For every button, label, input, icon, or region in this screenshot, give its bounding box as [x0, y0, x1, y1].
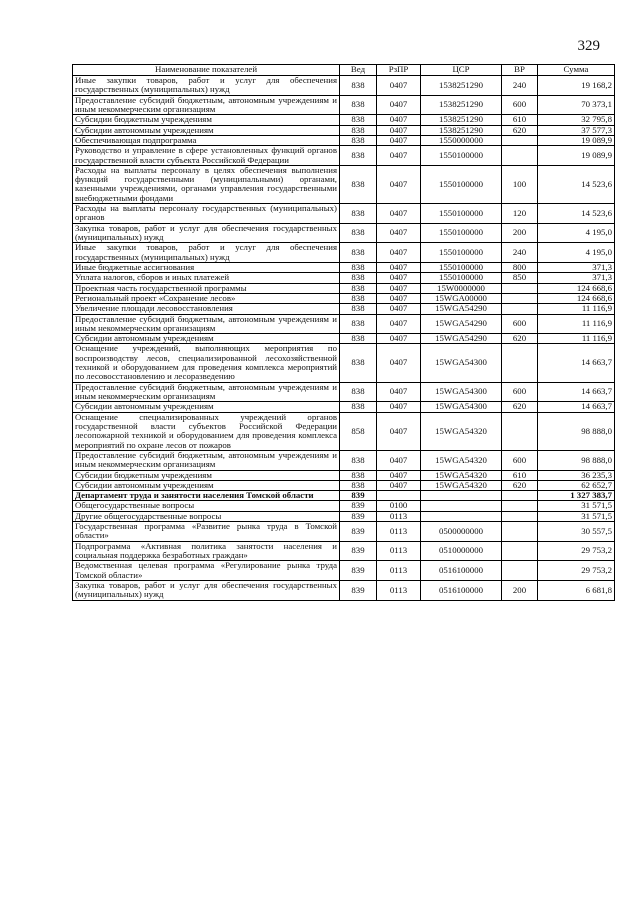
cell-sum: 29 753,2: [538, 541, 615, 561]
cell-sum: 14 523,6: [538, 204, 615, 224]
header-rzpr: РзПР: [377, 65, 421, 76]
cell-csr: [421, 491, 502, 501]
cell-ved: 839: [340, 541, 377, 561]
cell-csr: 15WGA54320: [421, 470, 502, 480]
cell-name: Предоставление субсидий бюджетным, автономным учреждениям и иным некоммерческим организациям: [73, 450, 340, 470]
table-row: [73, 450, 615, 470]
cell-rzpr: 0407: [377, 146, 421, 166]
cell-vr: [502, 304, 538, 314]
cell-ved: 838: [340, 76, 377, 96]
cell-sum: 37 577,3: [538, 125, 615, 135]
cell-vr: [502, 412, 538, 450]
cell-rzpr: 0100: [377, 501, 421, 511]
cell-csr: 15W0000000: [421, 283, 502, 293]
cell-sum: 371,3: [538, 262, 615, 272]
cell-csr: 15WGA54320: [421, 450, 502, 470]
cell-csr: 15WGA00000: [421, 293, 502, 303]
cell-name: Региональный проект «Сохранение лесов»: [73, 293, 340, 303]
cell-name: Предоставление субсидий бюджетным, автономным учреждениям и иным некоммерческим организациям: [73, 95, 340, 115]
cell-vr: 200: [502, 223, 538, 243]
cell-rzpr: 0407: [377, 412, 421, 450]
cell-ved: 839: [340, 511, 377, 521]
cell-csr: 1550100000: [421, 165, 502, 203]
cell-rzpr: 0407: [377, 450, 421, 470]
cell-name: Расходы на выплаты персоналу государственных (муниципальных) органов: [73, 204, 340, 224]
cell-ved: 838: [340, 95, 377, 115]
cell-rzpr: 0407: [377, 76, 421, 96]
cell-rzpr: 0407: [377, 204, 421, 224]
cell-ved: 838: [340, 204, 377, 224]
cell-name: Обеспечивающая подпрограмма: [73, 135, 340, 145]
cell-vr: 600: [502, 382, 538, 402]
table-row: [73, 165, 615, 203]
cell-sum: 19 089,9: [538, 135, 615, 145]
cell-ved: 839: [340, 522, 377, 542]
cell-ved: 839: [340, 561, 377, 581]
cell-vr: [502, 283, 538, 293]
cell-ved: 838: [340, 262, 377, 272]
cell-ved: 838: [340, 146, 377, 166]
cell-name: Субсидии автономным учреждениям: [73, 480, 340, 490]
cell-rzpr: 0407: [377, 334, 421, 344]
cell-sum: 4 195,0: [538, 223, 615, 243]
cell-sum: 30 557,5: [538, 522, 615, 542]
cell-name: Субсидии автономным учреждениям: [73, 334, 340, 344]
cell-vr: [502, 541, 538, 561]
cell-ved: 838: [340, 344, 377, 382]
cell-name: Закупка товаров, работ и услуг для обеспечения государственных (муниципальных) нужд: [73, 580, 340, 600]
cell-csr: 0516100000: [421, 561, 502, 581]
cell-sum: 1 327 383,7: [538, 491, 615, 501]
cell-sum: 19 168,2: [538, 76, 615, 96]
cell-vr: 600: [502, 450, 538, 470]
cell-ved: 838: [340, 470, 377, 480]
cell-name: Департамент труда и занятости населения Томской области: [73, 491, 340, 501]
cell-ved: 838: [340, 273, 377, 283]
cell-name: Закупка товаров, работ и услуг для обеспечения государственных (муниципальных) нужд: [73, 223, 340, 243]
cell-vr: [502, 522, 538, 542]
cell-name: Субсидии автономным учреждениям: [73, 402, 340, 412]
cell-vr: [502, 344, 538, 382]
cell-ved: 838: [340, 402, 377, 412]
cell-csr: 1550100000: [421, 204, 502, 224]
table-row: [73, 334, 615, 344]
cell-vr: 800: [502, 262, 538, 272]
cell-rzpr: 0407: [377, 262, 421, 272]
cell-name: Иные закупки товаров, работ и услуг для обеспечения государственных (муниципальных) нужд: [73, 243, 340, 263]
cell-ved: 838: [340, 135, 377, 145]
cell-csr: 0516100000: [421, 580, 502, 600]
cell-name: Субсидии автономным учреждениям: [73, 125, 340, 135]
cell-sum: 36 235,3: [538, 470, 615, 480]
table-row: [73, 491, 615, 501]
cell-sum: 19 089,9: [538, 146, 615, 166]
cell-sum: 70 373,1: [538, 95, 615, 115]
cell-sum: 32 795,8: [538, 115, 615, 125]
cell-csr: 0500000000: [421, 522, 502, 542]
table-row: [73, 76, 615, 96]
cell-vr: 620: [502, 480, 538, 490]
cell-rzpr: 0407: [377, 165, 421, 203]
table-row: [73, 412, 615, 450]
cell-rzpr: 0407: [377, 115, 421, 125]
table-row: [73, 470, 615, 480]
cell-sum: 31 571,5: [538, 511, 615, 521]
table-row: [73, 95, 615, 115]
page-number: 329: [577, 38, 600, 54]
cell-ved: 838: [340, 115, 377, 125]
cell-csr: 1538251290: [421, 76, 502, 96]
cell-csr: 1550100000: [421, 262, 502, 272]
cell-ved: 838: [340, 450, 377, 470]
cell-ved: 838: [340, 165, 377, 203]
cell-name: Ведомственная целевая программа «Регулирование рынка труда Томской области»: [73, 561, 340, 581]
table-row: [73, 402, 615, 412]
table-row: [73, 273, 615, 283]
cell-csr: 15WGA54300: [421, 344, 502, 382]
cell-name: Предоставление субсидий бюджетным, автономным учреждениям и иным некоммерческим организациям: [73, 314, 340, 334]
cell-name: Другие общегосударственные вопросы: [73, 511, 340, 521]
cell-vr: 200: [502, 580, 538, 600]
cell-rzpr: 0407: [377, 283, 421, 293]
cell-sum: 31 571,5: [538, 501, 615, 511]
cell-csr: 1538251290: [421, 125, 502, 135]
cell-name: Иные бюджетные ассигнования: [73, 262, 340, 272]
cell-csr: 15WGA54290: [421, 314, 502, 334]
cell-rzpr: 0407: [377, 95, 421, 115]
table-row: [73, 293, 615, 303]
header-sum: Сумма: [538, 65, 615, 76]
cell-ved: 839: [340, 501, 377, 511]
cell-ved: 838: [340, 293, 377, 303]
table-row: [73, 304, 615, 314]
cell-vr: 600: [502, 314, 538, 334]
table-row: [73, 580, 615, 600]
cell-name: Проектная часть государственной программы: [73, 283, 340, 293]
table-row: [73, 125, 615, 135]
cell-name: Подпрограмма «Активная политика занятости населения и социальная поддержка безработных граждан»: [73, 541, 340, 561]
cell-vr: [502, 511, 538, 521]
cell-sum: 14 523,6: [538, 165, 615, 203]
cell-ved: 838: [340, 125, 377, 135]
cell-name: Уплата налогов, сборов и иных платежей: [73, 273, 340, 283]
table-row: [73, 561, 615, 581]
cell-vr: 620: [502, 402, 538, 412]
cell-sum: 14 663,7: [538, 382, 615, 402]
cell-csr: 15WGA54290: [421, 304, 502, 314]
cell-vr: 240: [502, 243, 538, 263]
table-row: [73, 522, 615, 542]
cell-name: Руководство и управление в сфере установленных функций органов государственной власти субъекта Российской Федерации: [73, 146, 340, 166]
cell-vr: [502, 135, 538, 145]
header-vr: ВР: [502, 65, 538, 76]
cell-ved: 838: [340, 480, 377, 490]
cell-sum: 371,3: [538, 273, 615, 283]
table-row: [73, 283, 615, 293]
table-row: [73, 135, 615, 145]
cell-name: Иные закупки товаров, работ и услуг для обеспечения государственных (муниципальных) нужд: [73, 76, 340, 96]
cell-rzpr: 0113: [377, 541, 421, 561]
cell-ved: 838: [340, 334, 377, 344]
cell-ved: 839: [340, 491, 377, 501]
cell-rzpr: 0407: [377, 125, 421, 135]
table-row: [73, 204, 615, 224]
cell-sum: 14 663,7: [538, 402, 615, 412]
cell-sum: 14 663,7: [538, 344, 615, 382]
table-row: [73, 243, 615, 263]
cell-vr: 610: [502, 470, 538, 480]
cell-vr: [502, 491, 538, 501]
cell-csr: 15WGA54320: [421, 480, 502, 490]
cell-rzpr: 0407: [377, 382, 421, 402]
cell-rzpr: 0407: [377, 293, 421, 303]
cell-ved: 838: [340, 243, 377, 263]
cell-sum: 11 116,9: [538, 334, 615, 344]
table-row: [73, 480, 615, 490]
cell-csr: 1550100000: [421, 146, 502, 166]
cell-rzpr: 0113: [377, 522, 421, 542]
cell-ved: 838: [340, 223, 377, 243]
cell-rzpr: 0407: [377, 135, 421, 145]
cell-csr: 1550100000: [421, 273, 502, 283]
cell-rzpr: 0407: [377, 470, 421, 480]
cell-ved: 838: [340, 382, 377, 402]
cell-rzpr: 0113: [377, 580, 421, 600]
cell-sum: 11 116,9: [538, 304, 615, 314]
cell-csr: 1538251290: [421, 95, 502, 115]
cell-vr: 850: [502, 273, 538, 283]
cell-csr: 1538251290: [421, 115, 502, 125]
cell-sum: 98 888,0: [538, 412, 615, 450]
cell-rzpr: 0407: [377, 273, 421, 283]
cell-rzpr: 0407: [377, 304, 421, 314]
cell-sum: 29 753,2: [538, 561, 615, 581]
table-row: [73, 541, 615, 561]
cell-csr: [421, 501, 502, 511]
cell-sum: 98 888,0: [538, 450, 615, 470]
cell-name: Государственная программа «Развитие рынка труда в Томской области»: [73, 522, 340, 542]
cell-vr: 620: [502, 125, 538, 135]
cell-name: Увеличение площади лесовосстановления: [73, 304, 340, 314]
cell-vr: [502, 501, 538, 511]
cell-csr: 0510000000: [421, 541, 502, 561]
table-body: [73, 76, 615, 601]
cell-rzpr: 0407: [377, 223, 421, 243]
header-csr: ЦСР: [421, 65, 502, 76]
table-row: [73, 314, 615, 334]
cell-vr: 120: [502, 204, 538, 224]
table-row: [73, 262, 615, 272]
table-row: [73, 344, 615, 382]
cell-rzpr: [377, 491, 421, 501]
cell-name: Оснащение специализированных учреждений органов государственной власти субъектов Российской Федерации лесопожарной техникой и оборудованием для проведения комплекса мероприятий по охране лесов от пожаров: [73, 412, 340, 450]
cell-ved: 858: [340, 412, 377, 450]
cell-ved: 838: [340, 314, 377, 334]
cell-vr: 600: [502, 95, 538, 115]
cell-csr: 15WGA54300: [421, 402, 502, 412]
table-row: [73, 501, 615, 511]
cell-csr: 1550100000: [421, 223, 502, 243]
cell-vr: 610: [502, 115, 538, 125]
table-header-row: [73, 65, 615, 76]
cell-rzpr: 0407: [377, 314, 421, 334]
cell-name: Общегосударственные вопросы: [73, 501, 340, 511]
header-name: Наименование показателей: [73, 65, 340, 76]
table-row: [73, 146, 615, 166]
cell-name: Оснащение учреждений, выполняющих мероприятия по воспроизводству лесов, специализированной лесохозяйственной техникой и оборудованием для проведения комплекса мероприятий по лесовосстановлению и лесоразведению: [73, 344, 340, 382]
cell-csr: 15WGA54300: [421, 382, 502, 402]
cell-rzpr: 0113: [377, 561, 421, 581]
cell-csr: 1550100000: [421, 243, 502, 263]
cell-sum: 124 668,6: [538, 283, 615, 293]
table-row: [73, 223, 615, 243]
cell-vr: 100: [502, 165, 538, 203]
cell-vr: 240: [502, 76, 538, 96]
cell-vr: [502, 146, 538, 166]
cell-rzpr: 0407: [377, 344, 421, 382]
cell-sum: 4 195,0: [538, 243, 615, 263]
cell-vr: 620: [502, 334, 538, 344]
cell-vr: [502, 561, 538, 581]
cell-csr: [421, 511, 502, 521]
cell-sum: 11 116,9: [538, 314, 615, 334]
table-row: [73, 382, 615, 402]
cell-rzpr: 0113: [377, 511, 421, 521]
header-ved: Вед: [340, 65, 377, 76]
cell-csr: 15WGA54290: [421, 334, 502, 344]
cell-name: Предоставление субсидий бюджетным, автономным учреждениям и иным некоммерческим организациям: [73, 382, 340, 402]
cell-rzpr: 0407: [377, 480, 421, 490]
cell-sum: 124 668,6: [538, 293, 615, 303]
cell-csr: 1550000000: [421, 135, 502, 145]
table-row: [73, 511, 615, 521]
cell-name: Расходы на выплаты персоналу в целях обеспечения выполнения функций государственными (муниципальными) органами, казенными учреждениями, органами управления государственными внебюджетными фондами: [73, 165, 340, 203]
cell-sum: 62 652,7: [538, 480, 615, 490]
cell-ved: 838: [340, 283, 377, 293]
cell-ved: 838: [340, 304, 377, 314]
budget-table: [72, 64, 615, 601]
cell-rzpr: 0407: [377, 402, 421, 412]
table-row: [73, 115, 615, 125]
cell-vr: [502, 293, 538, 303]
cell-name: Субсидии бюджетным учреждениям: [73, 470, 340, 480]
cell-sum: 6 681,8: [538, 580, 615, 600]
cell-ved: 839: [340, 580, 377, 600]
cell-name: Субсидии бюджетным учреждениям: [73, 115, 340, 125]
cell-csr: 15WGA54320: [421, 412, 502, 450]
cell-rzpr: 0407: [377, 243, 421, 263]
